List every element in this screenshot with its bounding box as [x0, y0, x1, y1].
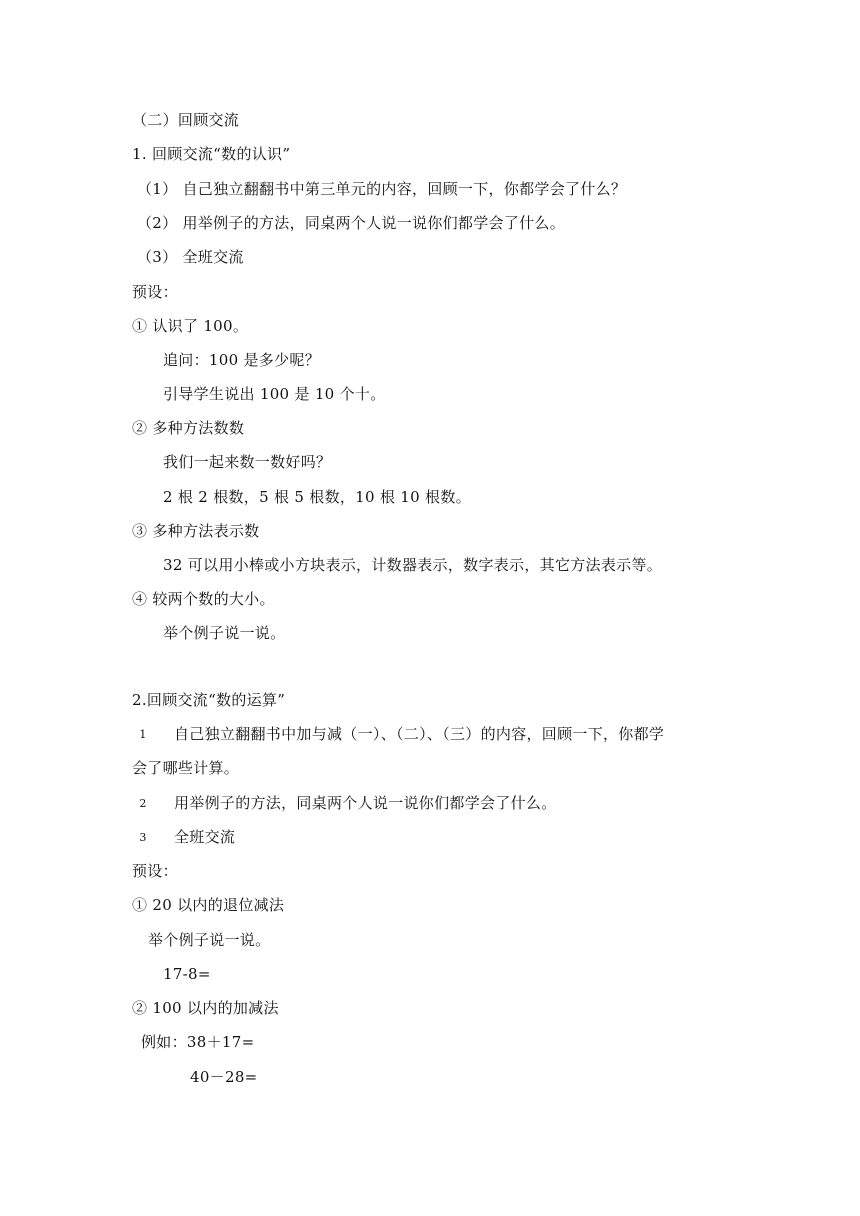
part1-preset-1-heading: ① 认识了 100。: [132, 317, 249, 335]
part2-step-3-marker: [136, 827, 150, 848]
part1-preset-2-heading: ② 多种方法数数: [132, 419, 245, 437]
part1-preset-1-detail-1: 追问：100 是多少呢？: [163, 351, 320, 369]
part1-preset-4-detail-1: 举个例子说一说。: [163, 624, 286, 642]
part2-preset-2-heading: ② 100 以内的加减法: [132, 999, 279, 1017]
part2-preset-1-heading: ① 20 以内的退位减法: [132, 896, 285, 914]
part2-step-1: 自己独立翻翻书中加与减（一）、（二）、（三）的内容，回顾一下，你都学: [174, 725, 665, 743]
part2-step-1-marker: [136, 724, 150, 745]
part2-step-1-continuation: 会了哪些计算。: [132, 759, 240, 777]
part2-preset-label: 预设：: [132, 862, 178, 880]
part1-title: 1. 回顾交流“数的认识”: [132, 145, 291, 163]
step-number-marker: 2: [139, 797, 147, 810]
part2-preset-2-detail-1: 例如：38＋17=: [141, 1033, 255, 1051]
part1-preset-label: 预设：: [132, 283, 178, 301]
part1-preset-2-detail-1: 我们一起来数一数好吗？: [163, 453, 332, 471]
part2-title: 2.回顾交流“数的运算”: [132, 691, 286, 709]
step-number-marker: 3: [139, 831, 147, 844]
part1-step-3: （3） 全班交流: [137, 248, 244, 266]
part2-step-2-marker: [136, 793, 150, 814]
part2-preset-1-detail-1: 举个例子说一说。: [148, 931, 271, 949]
part1-preset-3-detail-1: 32 可以用小棒或小方块表示，计数器表示，数字表示，其它方法表示等。: [163, 556, 663, 574]
part1-preset-3-heading: ③ 多种方法表示数: [132, 522, 260, 540]
section-heading: （二）回顾交流: [132, 111, 240, 129]
part2-preset-2-detail-2: 40－28=: [190, 1068, 258, 1086]
part2-preset-1-detail-2: 17-8=: [163, 965, 211, 983]
part2-step-3: 全班交流: [174, 828, 236, 846]
part1-step-1: （1） 自己独立翻翻书中第三单元的内容，回顾一下，你都学会了什么？: [137, 180, 627, 198]
part2-step-2: 用举例子的方法，同桌两个人说一说你们都学会了什么。: [174, 794, 557, 812]
step-number-marker: 1: [139, 728, 147, 741]
part1-preset-1-detail-2: 引导学生说出 100 是 10 个十。: [163, 385, 386, 403]
part1-preset-2-detail-2: 2 根 2 根数，5 根 5 根数，10 根 10 根数。: [163, 488, 471, 506]
part1-preset-4-heading: ④ 较两个数的大小。: [132, 590, 275, 608]
part1-step-2: （2） 用举例子的方法，同桌两个人说一说你们都学会了什么。: [137, 214, 566, 232]
